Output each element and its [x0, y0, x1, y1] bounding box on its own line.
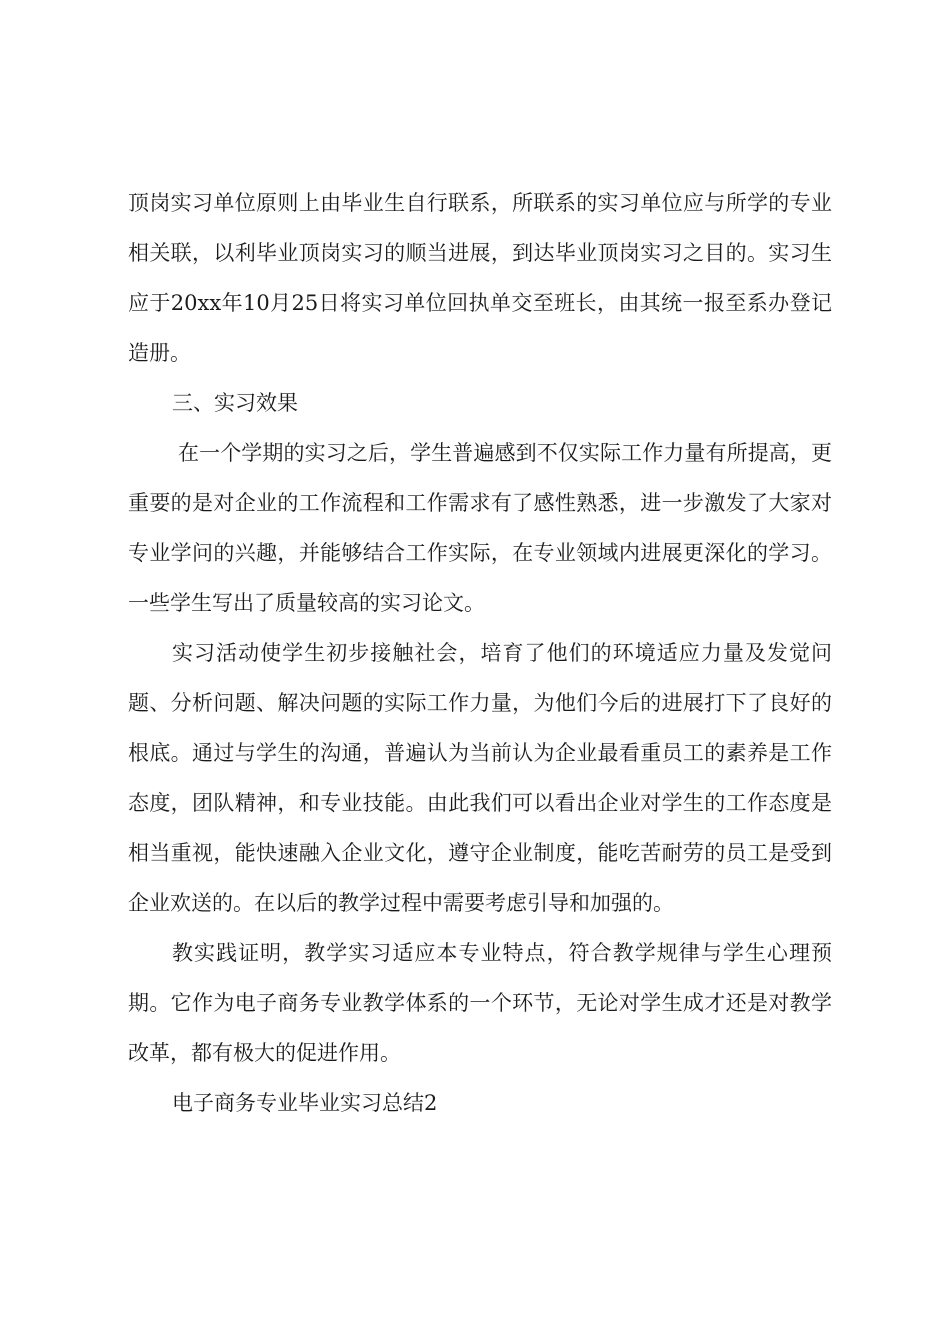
paragraph-internship-contact: 顶岗实习单位原则上由毕业生自行联系，所联系的实习单位应与所学的专业相关联，以利毕业顶岗实习的顺当进展，到达毕业顶岗实习之目的。实习生应于20xx年10月25日将实习单位回执单交至班长，由其统一报至系办登记造册。 — [128, 191, 832, 365]
section-heading-summary-2: 电子商务专业毕业实习总结2 — [172, 1091, 438, 1115]
document-body — [128, 178, 832, 1128]
paragraph-teaching-practice: 教实践证明，教学实习适应本专业特点，符合教学规律与学生心理预期。它作为电子商务专业教学体系的一个环节，无论对学生成才还是对教学改革，都有极大的促进作用。 — [128, 941, 832, 1065]
section-heading-internship-results: 三、实习效果 — [172, 391, 298, 415]
paragraph-internship-activities: 实习活动使学生初步接触社会，培育了他们的环境适应力量及发觉问题、分析问题、解决问题的实际工作力量，为他们今后的进展打下了良好的根底。通过与学生的沟通，普遍认为当前认为企业最看重员工的素养是工作态度，团队精神，和专业技能。由此我们可以看出企业对学生的工作态度是相当重视，能快速融入企业文化，遵守企业制度，能吃苦耐劳的员工是受到企业欢送的。在以后的教学过程中需要考虑引导和加强的。 — [128, 641, 832, 915]
paragraph-internship-results: 在一个学期的实习之后，学生普遍感到不仅实际工作力量有所提高，更重要的是对企业的工作流程和工作需求有了感性熟悉，进一步激发了大家对专业学问的兴趣，并能够结合工作实际，在专业领域内进展更深化的学习。一些学生写出了质量较高的实习论文。 — [128, 441, 832, 615]
